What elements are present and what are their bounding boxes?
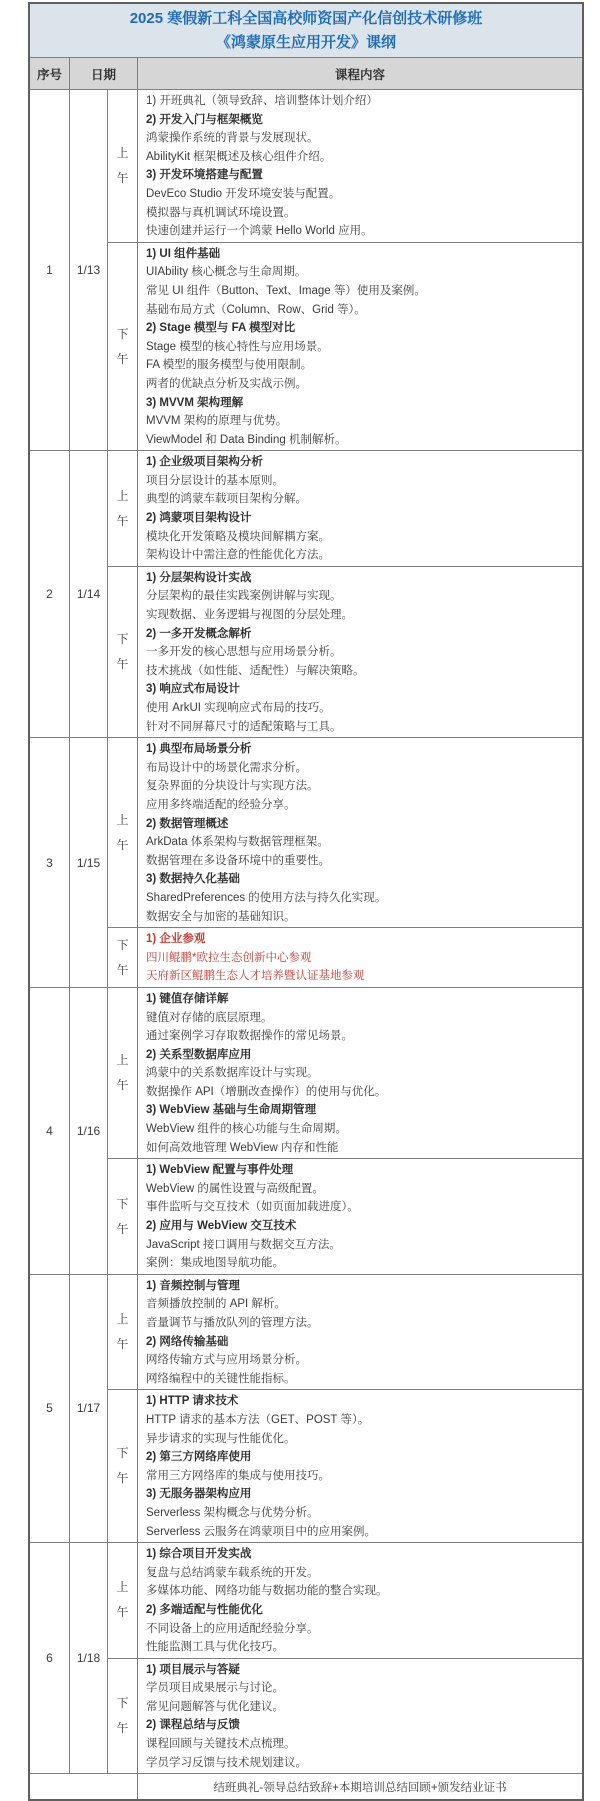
course-line: 1) WebView 配置与事件处理 [146,1164,294,1177]
course-line: FA 模型的服务模型与使用限制。 [146,359,313,372]
day-number: 5 [30,1275,70,1542]
column-header-date: 日期 [70,58,138,89]
course-line: 1) 项目展示与答疑 [146,1663,240,1676]
course-line: Serverless 架构概念与优势分析。 [146,1506,319,1519]
course-line: 架构设计中需注意的性能优化方法。 [146,549,330,562]
day-number: 6 [30,1543,70,1773]
session-label-char: 上 [116,488,129,503]
course-line: 2) 开发入门与框架概览 [146,113,263,126]
session-label [108,451,138,566]
course-line: 3) WebView 基础与生命周期管理 [146,1104,317,1117]
course-line: 2) 关系型数据库应用 [146,1048,252,1061]
day-sessions [108,738,582,987]
course-line: 案例：集成地图导航功能。 [146,1257,284,1270]
course-line: JavaScript 接口调用与数据交互方法。 [146,1238,341,1251]
course-line: 针对不同屏幕尺寸的适配策略与工具。 [146,720,342,733]
column-header-no: 序号 [30,58,70,89]
day-number: 2 [30,451,70,737]
session-label-char: 下 [116,1446,129,1461]
course-line: SharedPreferences 的使用方法与持久化实现。 [146,891,387,904]
course-line: 3) 响应式布局设计 [146,683,240,696]
day-number: 3 [30,738,70,987]
session-pm [108,566,582,737]
day-date: 1/13 [70,90,108,450]
table-title [30,4,582,58]
course-line: 2) Stage 模型与 FA 模型对比 [146,322,296,335]
session-label [108,243,138,451]
day-sessions [108,1543,582,1773]
course-line: 一多开发的核心思想与应用场景分析。 [146,646,342,659]
course-line: 使用 ArkUI 实现响应式布局的技巧。 [146,702,331,714]
session-am [108,90,582,242]
session-content [138,988,582,1158]
session-label [108,1275,138,1390]
course-line: 应用多终端适配的经验分享。 [146,798,296,811]
course-line: 实现数据、业务逻辑与视图的分层处理。 [146,609,353,622]
session-label-char: 下 [116,1196,129,1211]
day-row-5 [30,1275,582,1543]
session-label-char: 午 [116,962,129,977]
session-label-char: 午 [116,657,129,672]
course-line: 复杂界面的分块设计与实现方法。 [146,780,319,793]
session-label [108,988,138,1158]
course-line: 2) 多端适配与性能优化 [146,1603,263,1616]
column-header-content: 课程内容 [334,67,385,82]
session-label-char: 午 [116,1720,129,1735]
day-sessions [108,988,582,1274]
course-line: 数据安全与加密的基础知识。 [146,910,296,923]
course-line: 2) 一多开发概念解析 [146,627,252,640]
session-am [108,1275,582,1390]
day-sessions [108,451,582,737]
day-date: 1/18 [70,1543,108,1773]
course-line: 基础布局方式（Column、Row、Grid 等）。 [146,303,366,316]
course-line: ArkData 体系架构与数据管理框架。 [146,836,329,849]
session-pm [108,1389,582,1542]
day-row-6 [30,1543,582,1774]
course-line: 1) 音频控制与管理 [146,1279,240,1292]
course-line: 典型的鸿蒙车载项目架构分解。 [146,493,307,506]
session-content [138,738,582,927]
course-line: 四川鲲鹏*欧拉生态创新中心参观 [146,951,312,964]
course-line: 3) 无服务器架构应用 [146,1488,252,1501]
course-line: 课程回顾与关键技术点梳理。 [146,1738,296,1751]
course-line: Serverless 云服务在鸿蒙项目中的应用案例。 [146,1525,377,1538]
course-line: 复盘与总结鸿蒙车载系统的开发。 [146,1566,319,1579]
course-line: 如何高效地管理 WebView 内存和性能 [146,1141,339,1154]
session-label-char: 午 [116,1605,129,1620]
session-label-char: 午 [116,1337,129,1352]
course-line: UIAbility 核心概念与生命周期。 [146,266,307,279]
session-content [138,567,582,737]
course-line: 事件监听与交互技术（如页面加载进度）。 [146,1201,359,1214]
footer-empty-cell [30,1774,138,1799]
session-content [138,90,582,242]
day-sessions [108,1275,582,1542]
day-row-3 [30,738,582,988]
session-label [108,738,138,927]
course-line: 分层架构的最佳实践案例讲解与实现。 [146,590,342,603]
course-line: 模拟器与真机调试环境设置。 [146,206,296,219]
day-sessions [108,90,582,450]
course-line: 天府新区鲲鹏生态人才培养暨认证基地参观 [146,970,365,983]
session-am [108,1543,582,1658]
day-row-1 [30,90,582,451]
session-label [108,928,138,987]
session-am [108,988,582,1158]
day-date: 1/17 [70,1275,108,1542]
closing-ceremony-note: 结班典礼-领导总结致辞+本期培训总结回顾+颁发结业证书 [213,1781,507,1794]
day-date: 1/15 [70,738,108,987]
session-pm [108,1158,582,1274]
session-am [108,738,582,927]
course-line: HTTP 请求的基本方法（GET、POST 等）。 [146,1413,370,1426]
session-label-char: 午 [116,351,129,366]
course-line: 3) 开发环境搭建与配置 [146,169,263,182]
day-row-4 [30,988,582,1275]
day-number: 4 [30,988,70,1274]
course-line: 数据操作 API（增删改查操作）的使用与优化。 [146,1085,387,1098]
course-line: 网络编程中的关键性能指标。 [146,1372,296,1385]
days-container [30,90,582,1774]
course-line: 2) 网络传输基础 [146,1335,229,1348]
course-line: WebView 组件的核心功能与生命周期。 [146,1123,347,1136]
session-label-char: 上 [116,1580,129,1595]
course-line: 常用三方网络库的集成与使用技巧。 [146,1469,330,1482]
day-date: 1/14 [70,451,108,737]
course-line: 1) 典型布局场景分析 [146,743,252,756]
session-label-char: 下 [116,1695,129,1710]
course-line: 两者的优缺点分析及实战示例。 [146,377,307,390]
course-line: 1) 分层架构设计实战 [146,571,252,584]
session-content [138,451,582,566]
session-pm [108,927,582,987]
course-line: 3) 数据持久化基础 [146,873,240,886]
course-line: 音量调节与播放队列的管理方法。 [146,1317,319,1329]
course-line: 2) 第三方网络库使用 [146,1451,252,1464]
course-line: 3) MVVM 架构理解 [146,396,244,409]
course-line: 异步请求的实现与性能优化。 [146,1432,296,1445]
course-line: 1) 键值存储详解 [146,992,229,1005]
course-line: 数据管理在多设备环境中的重要性。 [146,854,330,867]
course-line: 快速创建并运行一个鸿蒙 Hello World 应用。 [146,225,373,238]
session-label-char: 午 [116,170,129,185]
day-row-2 [30,451,582,738]
session-label-char: 午 [116,1221,129,1236]
session-label-char: 上 [116,145,129,160]
session-label [108,567,138,737]
course-line: 键值对存储的底层原理。 [146,1011,273,1024]
course-line: 音频播放控制的 API 解析。 [146,1298,286,1311]
course-line: 1) UI 组件基础 [146,247,221,260]
course-line: 技术挑战（如性能、适配性）与解决策略。 [146,664,365,677]
session-pm [108,1658,582,1774]
course-line: 通过案例学习存取数据操作的常见场景。 [146,1030,353,1043]
course-line: 1) HTTP 请求技术 [146,1395,239,1408]
session-label-char: 下 [116,632,129,647]
session-label-char: 下 [116,937,129,952]
course-line: 1) 企业级项目架构分析 [146,456,263,469]
course-line: 多媒体功能、网络功能与数据功能的整合实现。 [146,1585,388,1598]
course-line: WebView 的属性设置与高级配置。 [146,1182,324,1195]
session-content [138,1543,582,1658]
course-line: 2) 鸿蒙项目架构设计 [146,512,252,525]
session-label [108,90,138,242]
session-label [108,1159,138,1274]
session-content [138,243,582,451]
course-line: 鸿蒙中的关系数据库设计与实现。 [146,1067,319,1080]
syllabus-table [28,2,584,1801]
course-line: 学员项目成果展示与讨论。 [146,1682,284,1695]
course-line: ViewModel 和 Data Binding 机制解析。 [146,433,347,446]
session-content [138,1659,582,1774]
session-label-char: 午 [116,1471,129,1486]
course-line: 2) 课程总结与反馈 [146,1719,240,1732]
session-label-char: 下 [116,326,129,341]
session-am [108,451,582,566]
session-pm [108,242,582,451]
session-label-char: 午 [116,513,129,528]
session-content [138,1275,582,1390]
session-label-char: 上 [116,1053,129,1068]
course-line: 2) 应用与 WebView 交互技术 [146,1220,297,1233]
course-line: 性能监测工具与优化技巧。 [146,1641,284,1654]
session-label-char: 午 [116,837,129,852]
course-line: 1) 开班典礼（领导致辞、培训整体计划介绍） [146,95,378,107]
course-line: AbilityKit 框架概述及核心组件介绍。 [146,150,332,163]
column-header-row [30,58,582,90]
course-line: 常见 UI 组件（Button、Text、Image 等）使用及案例。 [146,284,426,297]
course-line: 模块化开发策略及模块间解耦方案。 [146,530,330,543]
course-line: 布局设计中的场景化需求分析。 [146,761,307,774]
session-label-char: 上 [116,812,129,827]
day-date: 1/16 [70,988,108,1274]
course-line: 1) 企业参观 [146,933,206,946]
course-line: 常见问题解答与优化建议。 [146,1700,284,1713]
session-content [138,1159,582,1274]
course-line: 项目分层设计的基本原则。 [146,474,284,487]
title-line-2: 《鸿蒙原生应用开发》课纲 [215,34,396,51]
title-line-1: 2025 寒假新工科全国高校师资国产化信创技术研修班 [129,10,483,27]
session-content [138,1390,582,1542]
course-line: 2) 数据管理概述 [146,817,229,830]
session-label [108,1659,138,1774]
session-label-char: 午 [116,1078,129,1093]
day-number: 1 [30,90,70,450]
session-content [138,928,582,987]
course-line: 网络传输方式与应用场景分析。 [146,1354,307,1367]
course-line: MVVM 架构的原理与优势。 [146,415,288,428]
course-line: Stage 模型的核心特性与应用场景。 [146,340,329,353]
course-line: 1) 综合项目开发实战 [146,1548,252,1561]
footer-row [30,1774,582,1799]
session-label-char: 上 [116,1312,129,1327]
course-line: 鸿蒙操作系统的背景与发展现状。 [146,132,319,145]
course-line: 学员学习反馈与技术规划建议。 [146,1756,307,1769]
session-label [108,1390,138,1542]
course-line: DevEco Studio 开发环境安装与配置。 [146,187,341,200]
course-line: 不同设备上的应用适配经验分享。 [146,1622,319,1635]
session-label [108,1543,138,1658]
